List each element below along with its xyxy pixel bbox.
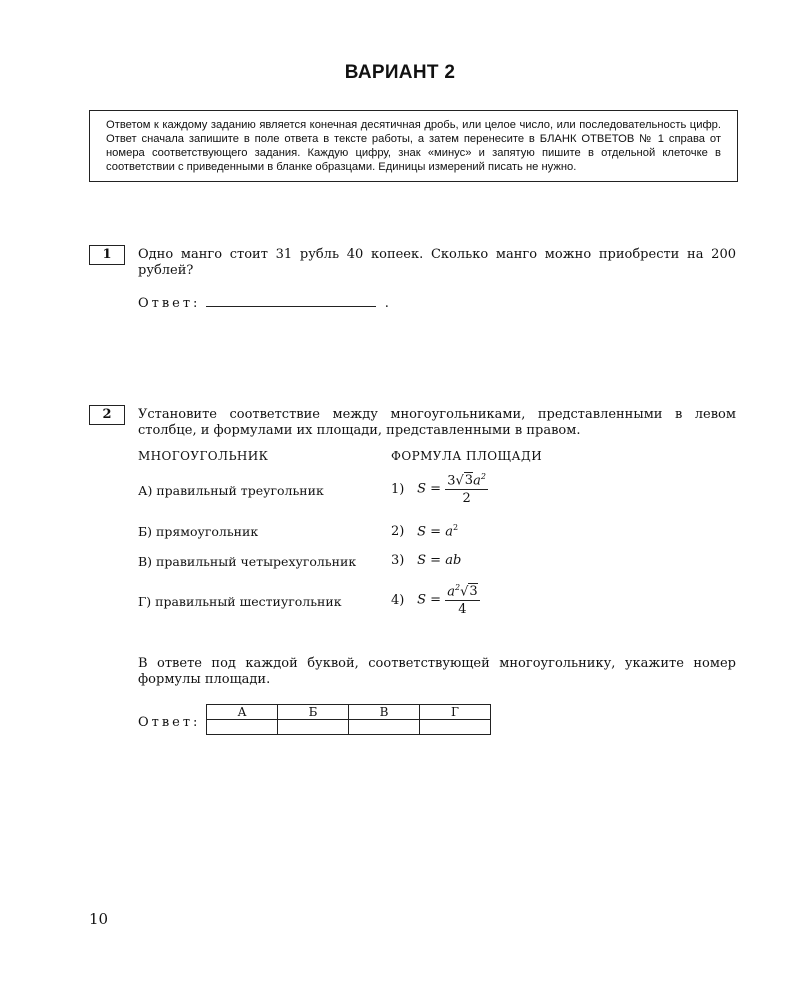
- right-column-header: ФОРМУЛА ПЛОЩАДИ: [391, 449, 543, 463]
- task-2-answer-label: Ответ:: [138, 715, 201, 730]
- formula-3: 3) S = ab: [391, 553, 462, 568]
- formula-4: 4) S = $\frac{a^2√3}{4}$: [391, 583, 478, 618]
- answer-cell[interactable]: [349, 720, 420, 735]
- polygon-item-g: Г) правильный шестиугольник: [138, 594, 342, 609]
- polygon-item-v: В) правильный четырехугольник: [138, 554, 357, 569]
- instructions-box: Ответом к каждому заданию является конечная десятичная дробь, или целое число, или последовательность цифр. Ответ сначала запишите в поле ответа в тексте работы, а затем перенесите в БЛАНК ОТВЕТОВ № 1 справа от номера соответствующего задания. Каждую цифру, знак «минус» и запятую пишите в отдельной клеточке в соответствии с приведенными в бланке образцами. Единицы измерений писать не нужно.: [89, 110, 738, 182]
- polygon-item-a: А) правильный треугольник: [138, 483, 324, 498]
- answer-period: .: [384, 296, 389, 311]
- answer-blank[interactable]: [206, 294, 376, 307]
- answer-cell[interactable]: [420, 720, 491, 735]
- polygon-item-b: Б) прямоугольник: [138, 524, 259, 539]
- task-number-1: 1: [89, 245, 125, 265]
- formula-2: 2) $S = a^2$: [391, 523, 459, 540]
- task-2-text: Установите соответствие между многоугольниками, представленными в левом столбце, и формулами их площади, представленными в правом.: [138, 407, 736, 438]
- page-number: 10: [89, 910, 109, 928]
- answer-table-header: А: [207, 705, 278, 720]
- answer-table-header: Г: [420, 705, 491, 720]
- task-number-2: 2: [89, 405, 125, 425]
- task-2-instruction: В ответе под каждой буквой, соответствующей многоугольнику, укажите номер формулы площади.: [138, 656, 736, 687]
- left-column-header: МНОГОУГОЛЬНИК: [138, 449, 269, 463]
- task-1-answer: [138, 294, 389, 311]
- answer-cell[interactable]: [207, 720, 278, 735]
- task-1-text: Одно манго стоит 31 рубль 40 копеек. Сколько манго можно приобрести на 200 рублей?: [138, 247, 736, 278]
- page-title: ВАРИАНТ 2: [344, 62, 456, 83]
- formula-1: 1) S = $\frac{3√3a^2}{2}$: [391, 472, 486, 507]
- answer-table-header: Б: [278, 705, 349, 720]
- answer-table-header: В: [349, 705, 420, 720]
- answer-table: [206, 704, 491, 735]
- answer-cell[interactable]: [278, 720, 349, 735]
- answer-label: Ответ:: [138, 296, 201, 311]
